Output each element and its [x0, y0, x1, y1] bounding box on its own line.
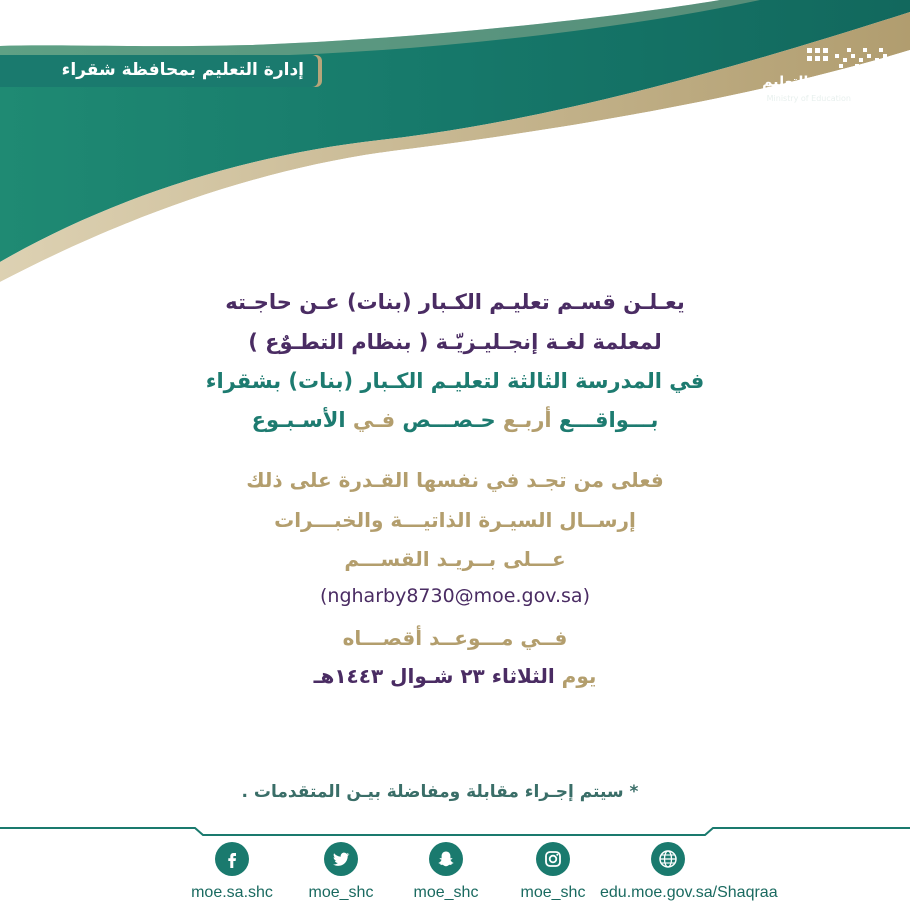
- deadline-label: فــي مـــوعــد أقصـــاه: [342, 626, 568, 650]
- announcement-line-2: لمعلمة لغـة إنجـليـزيّـة ( بنظام التطـوٌع ): [248, 330, 662, 354]
- instagram-handle[interactable]: moe_shc: [520, 884, 586, 901]
- snapchat-icon[interactable]: [429, 842, 463, 876]
- line4-part-d: فـي: [352, 408, 396, 432]
- office-name-banner: [0, 55, 318, 87]
- facebook-handle[interactable]: moe.sa.shc: [191, 884, 273, 901]
- website-link[interactable]: [600, 842, 778, 902]
- instructions-line-2: إرســال السيـرة الذاتيـــة والخبـــرات: [274, 508, 636, 532]
- announcement-line-3: في المدرسة الثالثة لتعليـم الكـبار (بنات) بشقراء: [205, 369, 705, 393]
- office-name-text: إدارة التعليم بمحافظة شقراء: [61, 60, 304, 80]
- deadline-date: [80, 664, 830, 688]
- line4-part-c: حـصـــص: [402, 408, 496, 432]
- announcement-line-4: [80, 408, 830, 432]
- ministry-name-ar: وزارة التعليم: [762, 74, 851, 90]
- twitter-icon[interactable]: [324, 842, 358, 876]
- ministry-dots-icon: [805, 44, 891, 74]
- announcement-line-1: يعـلـن قسـم تعليـم الكـبار (بنات) عـن حاجـته: [225, 290, 685, 314]
- twitter-handle[interactable]: moe_shc: [308, 884, 374, 901]
- ministry-logo: [762, 40, 895, 110]
- instructions-line-3: عـــلى بــريـد القســـم: [344, 547, 566, 571]
- interview-note: * سيتم إجـراء مقابلة ومفاضلة بيـن المتقدمات .: [241, 782, 639, 802]
- line4-part-e: الأسـبـوع: [251, 408, 346, 432]
- deadline-date-value: الثلاثاء ٢٣ شـوال ١٤٤٣هـ: [313, 664, 555, 688]
- ministry-name-en: Ministry of Education: [766, 94, 851, 103]
- facebook-icon[interactable]: [215, 842, 249, 876]
- snapchat-handle[interactable]: moe_shc: [413, 884, 479, 901]
- instructions-line-1: فعلى من تجـد في نفسها القـدرة على ذلك: [246, 468, 664, 492]
- globe-icon[interactable]: [651, 842, 685, 876]
- email-address[interactable]: (ngharby8730@moe.gov.sa): [320, 585, 590, 607]
- line4-part-b: أربـع: [502, 408, 552, 432]
- deadline-day: يوم: [561, 664, 597, 688]
- line4-part-a: بـــواقـــع: [558, 408, 659, 432]
- instagram-icon[interactable]: [536, 842, 570, 876]
- website-url[interactable]: edu.moe.gov.sa/Shaqraa: [600, 884, 778, 901]
- footer-divider: [0, 822, 910, 836]
